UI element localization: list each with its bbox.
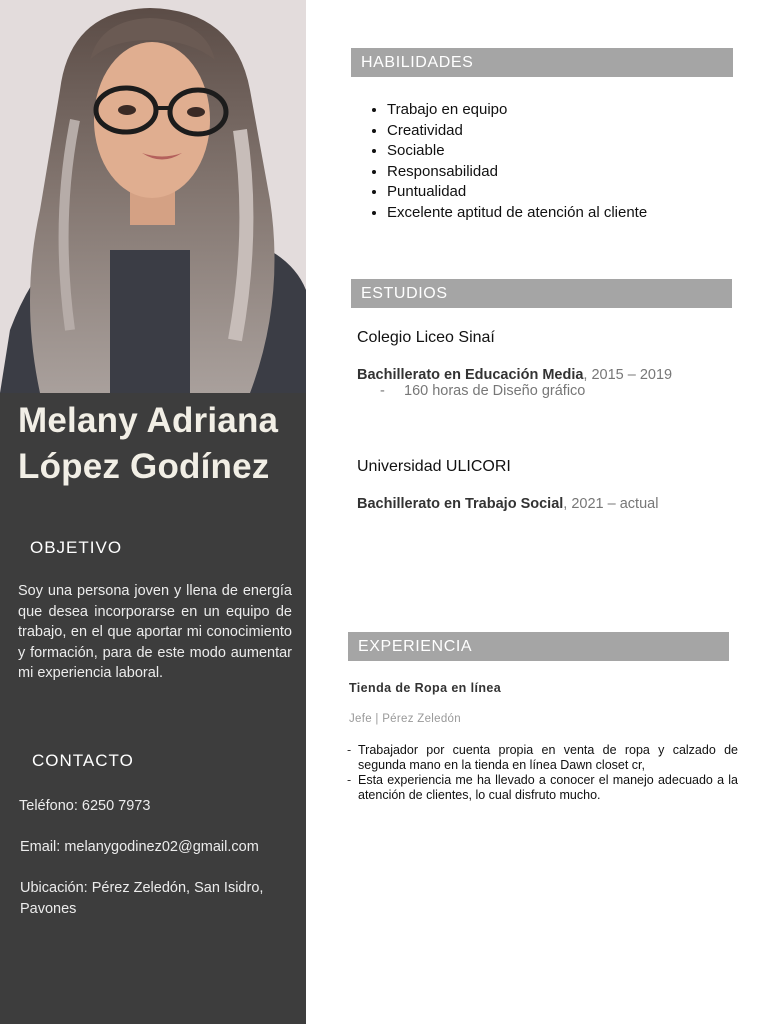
profile-photo <box>0 0 306 393</box>
skill-item: • Responsabilidad <box>387 162 647 183</box>
skill-item: • Puntualidad <box>387 182 647 203</box>
degree-title: Bachillerato en Educación Media <box>357 367 584 383</box>
education-degree-2 <box>357 496 658 512</box>
experience-heading: EXPERIENCIA <box>348 632 729 661</box>
skills-heading: HABILIDADES <box>351 48 733 77</box>
dash-bullet: - <box>380 383 385 399</box>
degree-title: Bachillerato en Trabajo Social <box>357 496 564 512</box>
job-title: Tienda de Ropa en línea <box>349 681 502 695</box>
contact-email: Email: melanygodinez02@gmail.com <box>20 839 259 855</box>
education-sub-item <box>380 383 585 399</box>
skill-item: • Sociable <box>387 141 647 162</box>
skill-item: • Creatividad <box>387 121 647 142</box>
job-meta: Jefe | Pérez Zeledón <box>349 713 461 725</box>
sidebar <box>0 0 306 1024</box>
contact-heading: CONTACTO <box>32 751 134 770</box>
profile-photo-illustration <box>0 0 306 393</box>
education-heading: ESTUDIOS <box>351 279 732 308</box>
education-school-2: Universidad ULICORI <box>357 458 511 475</box>
job-bullet: - Esta experiencia me ha llevado a conocer el manejo adecuado a la atención de clientes, lo cual disfruto mucho. <box>347 773 738 803</box>
name-line-2: López Godínez <box>18 447 270 486</box>
education-degree-1 <box>357 367 672 383</box>
contact-location: Ubicación: Pérez Zeledón, San Isidro, Pavones <box>20 880 264 917</box>
objective-text: Soy una persona joven y llena de energía que desea incorporarse en un equipo de trabajo, en el que aportar mi conocimiento y formación, para de este modo aumentar mi experiencia laboral. <box>18 583 292 681</box>
candidate-name <box>18 398 303 490</box>
job-description-list <box>347 743 738 803</box>
job-bullet: - Trabajador por cuenta propia en venta de ropa y calzado de segunda mano en la tienda en línea Dawn closet cr, <box>347 743 738 773</box>
name-line-1: Melany Adriana <box>18 401 279 440</box>
contact-phone: Teléfono: 6250 7973 <box>19 798 151 814</box>
skill-item: • Trabajo en equipo <box>387 100 647 121</box>
skills-list <box>367 100 647 223</box>
degree-years: , 2015 – 2019 <box>583 367 673 383</box>
education-sub-text: 160 horas de Diseño gráfico <box>404 383 586 399</box>
skill-item: • Excelente aptitud de atención al cliente <box>387 203 647 224</box>
degree-years: , 2021 – actual <box>563 496 659 512</box>
objective-heading: OBJETIVO <box>30 538 123 557</box>
education-school-1: Colegio Liceo Sinaí <box>357 329 495 346</box>
